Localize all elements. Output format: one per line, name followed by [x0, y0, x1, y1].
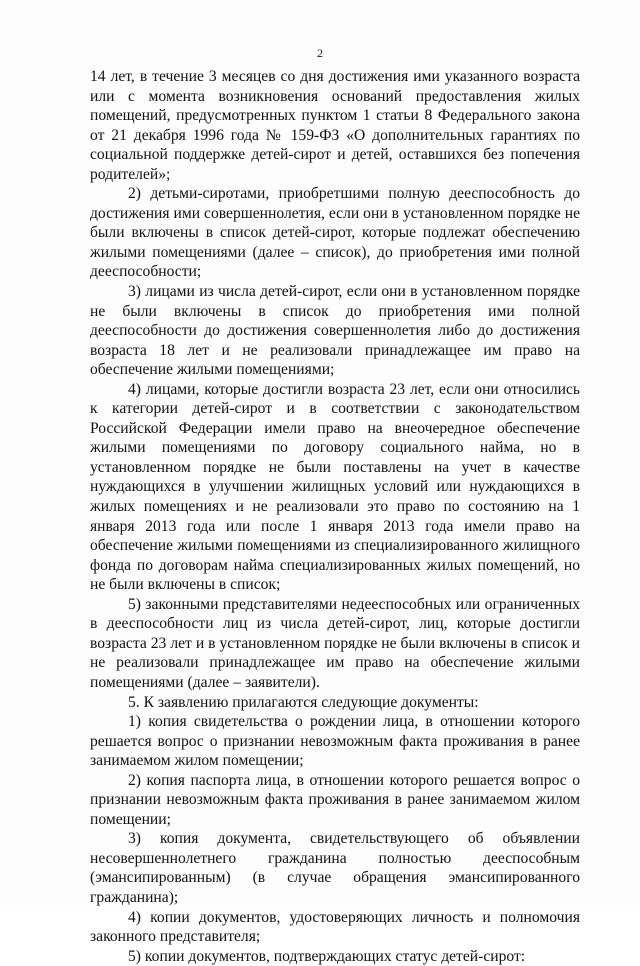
paragraph: 14 лет, в течение 3 месяцев со дня достижения ими указанного возраста или с момента возникновения оснований предоставления жилых помещений, предусмотренных пунктом 1 статьи 8 Федерального закона от 21 декабря 1996 года № 159-ФЗ «О дополнительных гарантиях по социальной поддержке детей-сирот и детей, оставшихся без попечения родителей»; [90, 68, 580, 183]
paragraph: 2) детьми-сиротами, приобретшими полную дееспособность до достижения ими совершеннолетия, если они в установленном порядке не были включены в список детей-сирот, которые подлежат обеспечению жилыми помещениями (далее – список), до приобретения ими полной дееспособности; [90, 185, 580, 281]
paragraph: 4) копии документов, удостоверяющих личность и полномочия законного представителя; [90, 908, 580, 946]
paragraph: 4) лицами, которые достигли возраста 23 лет, если они относились к категории детей-сирот и в соответствии с законодательством Российской Федерации имели право на внеочередное обеспечение жилыми помещениями по договору социального найма, но в установленном порядке не были поставлены на учет в качестве нуждающихся в улучшении жилищных условий или нуждающихся в жилых помещениях и не реализовали это право по состоянию на 1 января 2013 года или после 1 января 2013 года имели право на обеспечение жилыми помещениями из специализированного жилищного фонда по договорам найма специализированных жилых помещений, но не были включены в список; [90, 380, 580, 594]
paragraph: 5) копии документов, подтверждающих статус детей-сирот: [128, 947, 526, 965]
paragraph: 3) лицами из числа детей-сирот, если они в установленном порядке не были включены в список до приобретения ими полной дееспособности до достижения совершеннолетия либо до достижения возраста 18 лет и не реализовали принадлежащее им право на обеспечение жилыми помещениями; [90, 283, 580, 379]
paragraph: 1) копия свидетельства о рождении лица, в отношении которого решается вопрос о признании невозможным факта проживания в ранее занимаемом жилом помещении; [90, 713, 580, 770]
paragraph: 5. К заявлению прилагаются следующие документы: [128, 693, 479, 711]
document-body [90, 67, 580, 966]
paragraph: 5) законными представителями недееспособных или ограниченных в дееспособности лиц из числа детей-сирот, лиц, которые достигли возраста 23 лет и в установленном порядке не были включены в список и не реализовали принадлежащее им право на обеспечение жилыми помещениями (далее – заявители). [90, 595, 580, 691]
paragraph: 2) копия паспорта лица, в отношении которого решается вопрос о признании невозможным факта проживания в ранее занимаемом жилом помещении; [90, 771, 580, 828]
page-number: 2 [317, 46, 323, 60]
paragraph: 3) копия документа, свидетельствующего об объявлении несовершеннолетнего гражданина полностью дееспособным (эмансипированным) (в случае обращения эмансипированного гражданина); [90, 830, 580, 906]
